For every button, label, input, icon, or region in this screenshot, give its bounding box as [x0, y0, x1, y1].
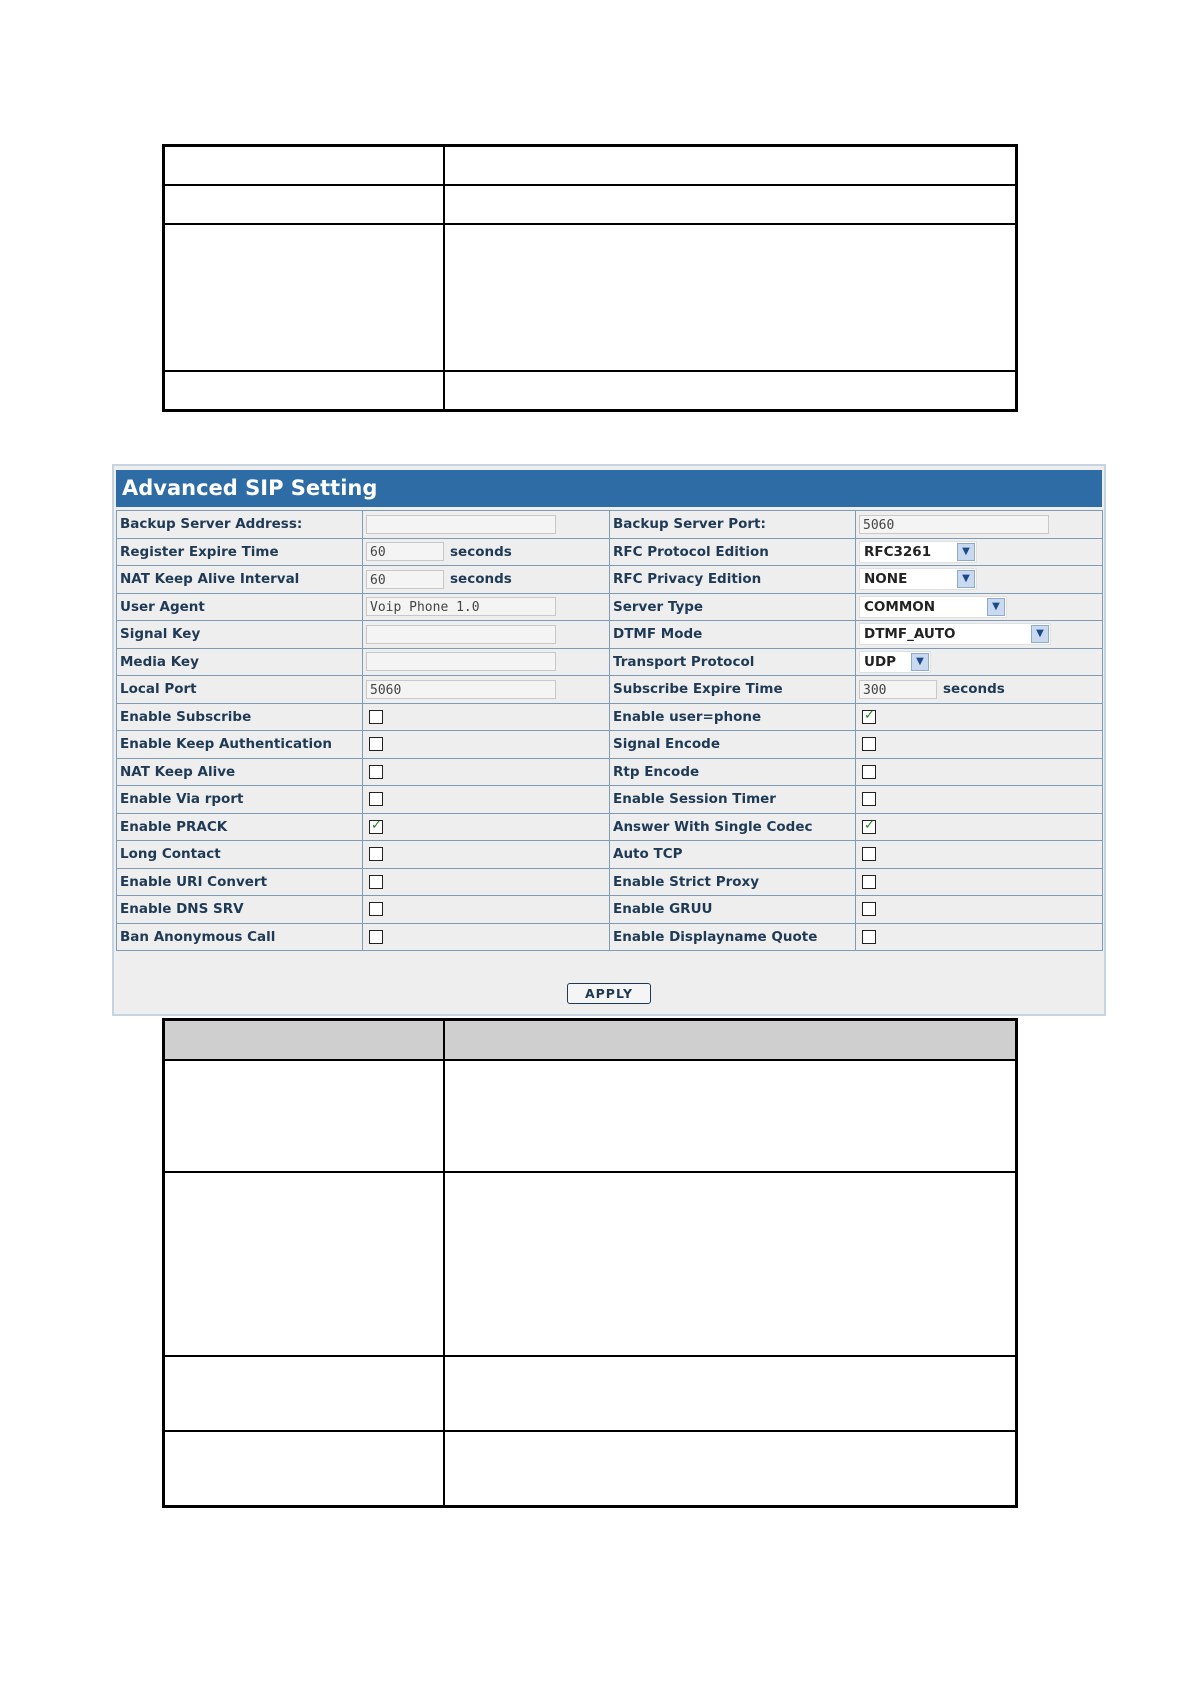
setting-label: Signal Encode	[610, 731, 856, 759]
setting-value-cell	[856, 566, 1103, 594]
setting-value-cell	[856, 538, 1103, 566]
setting-value-cell	[856, 703, 1103, 731]
setting-value-cell	[363, 511, 610, 539]
doc-cell	[164, 371, 444, 410]
settings-row	[117, 786, 1103, 814]
setting-label: Enable DNS SRV	[117, 896, 363, 924]
setting-label: Enable Session Timer	[610, 786, 856, 814]
doc-header-cell	[164, 1020, 444, 1060]
local-port-input[interactable]: 5060	[366, 680, 556, 699]
setting-label: Enable GRUU	[610, 896, 856, 924]
doc-cell	[444, 146, 1016, 185]
setting-value-cell	[363, 896, 610, 924]
doc-table-top	[162, 144, 1018, 412]
setting-value-cell	[363, 648, 610, 676]
setting-label: Auto TCP	[610, 841, 856, 869]
setting-value-cell	[856, 593, 1103, 621]
setting-value-cell	[363, 841, 610, 869]
media-key-input[interactable]	[366, 652, 556, 671]
setting-value-cell	[363, 923, 610, 951]
setting-value-cell	[363, 621, 610, 649]
setting-value-cell	[363, 538, 610, 566]
rtp-encode-checkbox[interactable]	[862, 765, 876, 779]
user-agent-input[interactable]: Voip Phone 1.0	[366, 597, 556, 616]
auto-tcp-checkbox[interactable]	[862, 847, 876, 861]
doc-cell	[164, 224, 444, 371]
advanced-sip-setting-panel	[112, 464, 1106, 1016]
backup-server-port-input[interactable]: 5060	[859, 515, 1049, 534]
settings-row	[117, 703, 1103, 731]
register-expire-time-input[interactable]: 60	[366, 542, 444, 561]
setting-value-cell	[363, 703, 610, 731]
setting-value-cell	[363, 566, 610, 594]
settings-row	[117, 731, 1103, 759]
setting-value-cell	[363, 731, 610, 759]
apply-button[interactable]: APPLY	[567, 983, 651, 1004]
setting-label: RFC Protocol Edition	[610, 538, 856, 566]
setting-label: NAT Keep Alive	[117, 758, 363, 786]
doc-header-cell	[444, 1020, 1016, 1060]
settings-row	[117, 923, 1103, 951]
setting-label: Backup Server Port:	[610, 511, 856, 539]
unit-label: seconds	[943, 681, 1005, 698]
transport-protocol-select[interactable]	[859, 651, 931, 673]
setting-label: Media Key	[117, 648, 363, 676]
setting-value-cell	[363, 676, 610, 704]
setting-value-cell	[363, 758, 610, 786]
doc-cell	[444, 371, 1016, 410]
dtmf-mode-select[interactable]	[859, 623, 1051, 645]
setting-label: Enable Displayname Quote	[610, 923, 856, 951]
setting-label: Answer With Single Codec	[610, 813, 856, 841]
doc-cell	[164, 1431, 444, 1506]
setting-label: Enable user=phone	[610, 703, 856, 731]
setting-value-cell	[856, 676, 1103, 704]
doc-cell	[164, 146, 444, 185]
setting-value-cell	[363, 813, 610, 841]
enable-gruu-checkbox[interactable]	[862, 902, 876, 916]
setting-label: Transport Protocol	[610, 648, 856, 676]
enable-user-phone-checkbox[interactable]	[862, 710, 876, 724]
setting-label: Rtp Encode	[610, 758, 856, 786]
doc-cell	[444, 1172, 1016, 1356]
enable-via-rport-checkbox[interactable]	[369, 792, 383, 806]
doc-table-bottom	[162, 1018, 1018, 1508]
settings-grid	[116, 510, 1103, 951]
setting-label: Signal Key	[117, 621, 363, 649]
setting-value-cell	[856, 621, 1103, 649]
setting-value-cell	[856, 758, 1103, 786]
settings-row	[117, 813, 1103, 841]
setting-label: NAT Keep Alive Interval	[117, 566, 363, 594]
enable-prack-checkbox[interactable]	[369, 820, 383, 834]
doc-cell	[164, 1060, 444, 1172]
apply-row	[116, 976, 1102, 1008]
settings-row	[117, 566, 1103, 594]
settings-row	[117, 621, 1103, 649]
chevron-down-icon[interactable]: ▼	[1031, 625, 1049, 643]
setting-label: Enable Subscribe	[117, 703, 363, 731]
settings-row	[117, 538, 1103, 566]
enable-subscribe-checkbox[interactable]	[369, 710, 383, 724]
doc-cell	[444, 185, 1016, 224]
server-type-select[interactable]	[859, 596, 1007, 618]
setting-label: Server Type	[610, 593, 856, 621]
settings-row	[117, 868, 1103, 896]
ban-anonymous-call-checkbox[interactable]	[369, 930, 383, 944]
setting-value-cell	[856, 813, 1103, 841]
setting-value-cell	[856, 841, 1103, 869]
setting-label: Backup Server Address:	[117, 511, 363, 539]
enable-strict-proxy-checkbox[interactable]	[862, 875, 876, 889]
setting-value-cell	[363, 593, 610, 621]
setting-label: Enable Strict Proxy	[610, 868, 856, 896]
enable-dns-srv-checkbox[interactable]	[369, 902, 383, 916]
doc-cell	[444, 1060, 1016, 1172]
signal-key-input[interactable]	[366, 625, 556, 644]
setting-label: Enable Via rport	[117, 786, 363, 814]
backup-server-address-input[interactable]	[366, 515, 556, 534]
chevron-down-icon[interactable]: ▼	[957, 570, 975, 588]
setting-label: Enable Keep Authentication	[117, 731, 363, 759]
setting-label: DTMF Mode	[610, 621, 856, 649]
long-contact-checkbox[interactable]	[369, 847, 383, 861]
select-value: RFC3261	[864, 543, 932, 560]
unit-label: seconds	[450, 543, 512, 560]
setting-value-cell	[363, 868, 610, 896]
setting-value-cell	[856, 868, 1103, 896]
settings-row	[117, 593, 1103, 621]
doc-cell	[164, 1172, 444, 1356]
select-value: COMMON	[864, 598, 936, 615]
setting-value-cell	[856, 896, 1103, 924]
select-value: UDP	[864, 653, 897, 670]
setting-label: Enable URI Convert	[117, 868, 363, 896]
enable-displayname-quote-checkbox[interactable]	[862, 930, 876, 944]
subscribe-expire-time-input[interactable]: 300	[859, 680, 937, 699]
setting-value-cell	[856, 511, 1103, 539]
setting-value-cell	[856, 648, 1103, 676]
select-value: NONE	[864, 571, 908, 588]
setting-label: Subscribe Expire Time	[610, 676, 856, 704]
setting-value-cell	[363, 786, 610, 814]
nat-keep-alive-interval-input[interactable]: 60	[366, 570, 444, 589]
rfc-privacy-edition-select[interactable]	[859, 568, 977, 590]
enable-uri-convert-checkbox[interactable]	[369, 875, 383, 889]
setting-label: RFC Privacy Edition	[610, 566, 856, 594]
setting-value-cell	[856, 923, 1103, 951]
doc-cell	[164, 185, 444, 224]
settings-row	[117, 758, 1103, 786]
enable-keep-authentication-checkbox[interactable]	[369, 737, 383, 751]
setting-label: Long Contact	[117, 841, 363, 869]
chevron-down-icon[interactable]: ▼	[911, 653, 929, 671]
settings-row	[117, 676, 1103, 704]
settings-row	[117, 648, 1103, 676]
signal-encode-checkbox[interactable]	[862, 737, 876, 751]
settings-row	[117, 841, 1103, 869]
chevron-down-icon[interactable]: ▼	[957, 543, 975, 561]
doc-cell	[444, 1356, 1016, 1431]
settings-row	[117, 896, 1103, 924]
setting-label: User Agent	[117, 593, 363, 621]
setting-label: Local Port	[117, 676, 363, 704]
setting-value-cell	[856, 731, 1103, 759]
unit-label: seconds	[450, 571, 512, 588]
setting-label: Enable PRACK	[117, 813, 363, 841]
panel-title: Advanced SIP Setting	[116, 470, 1102, 507]
nat-keep-alive-checkbox[interactable]	[369, 765, 383, 779]
doc-cell	[444, 1431, 1016, 1506]
setting-label: Register Expire Time	[117, 538, 363, 566]
setting-value-cell	[856, 786, 1103, 814]
enable-session-timer-checkbox[interactable]	[862, 792, 876, 806]
doc-cell	[164, 1356, 444, 1431]
chevron-down-icon[interactable]: ▼	[987, 598, 1005, 616]
settings-row	[117, 511, 1103, 539]
setting-label: Ban Anonymous Call	[117, 923, 363, 951]
doc-cell	[444, 224, 1016, 371]
rfc-protocol-edition-select[interactable]	[859, 541, 977, 563]
answer-with-single-codec-checkbox[interactable]	[862, 820, 876, 834]
select-value: DTMF_AUTO	[864, 626, 956, 643]
